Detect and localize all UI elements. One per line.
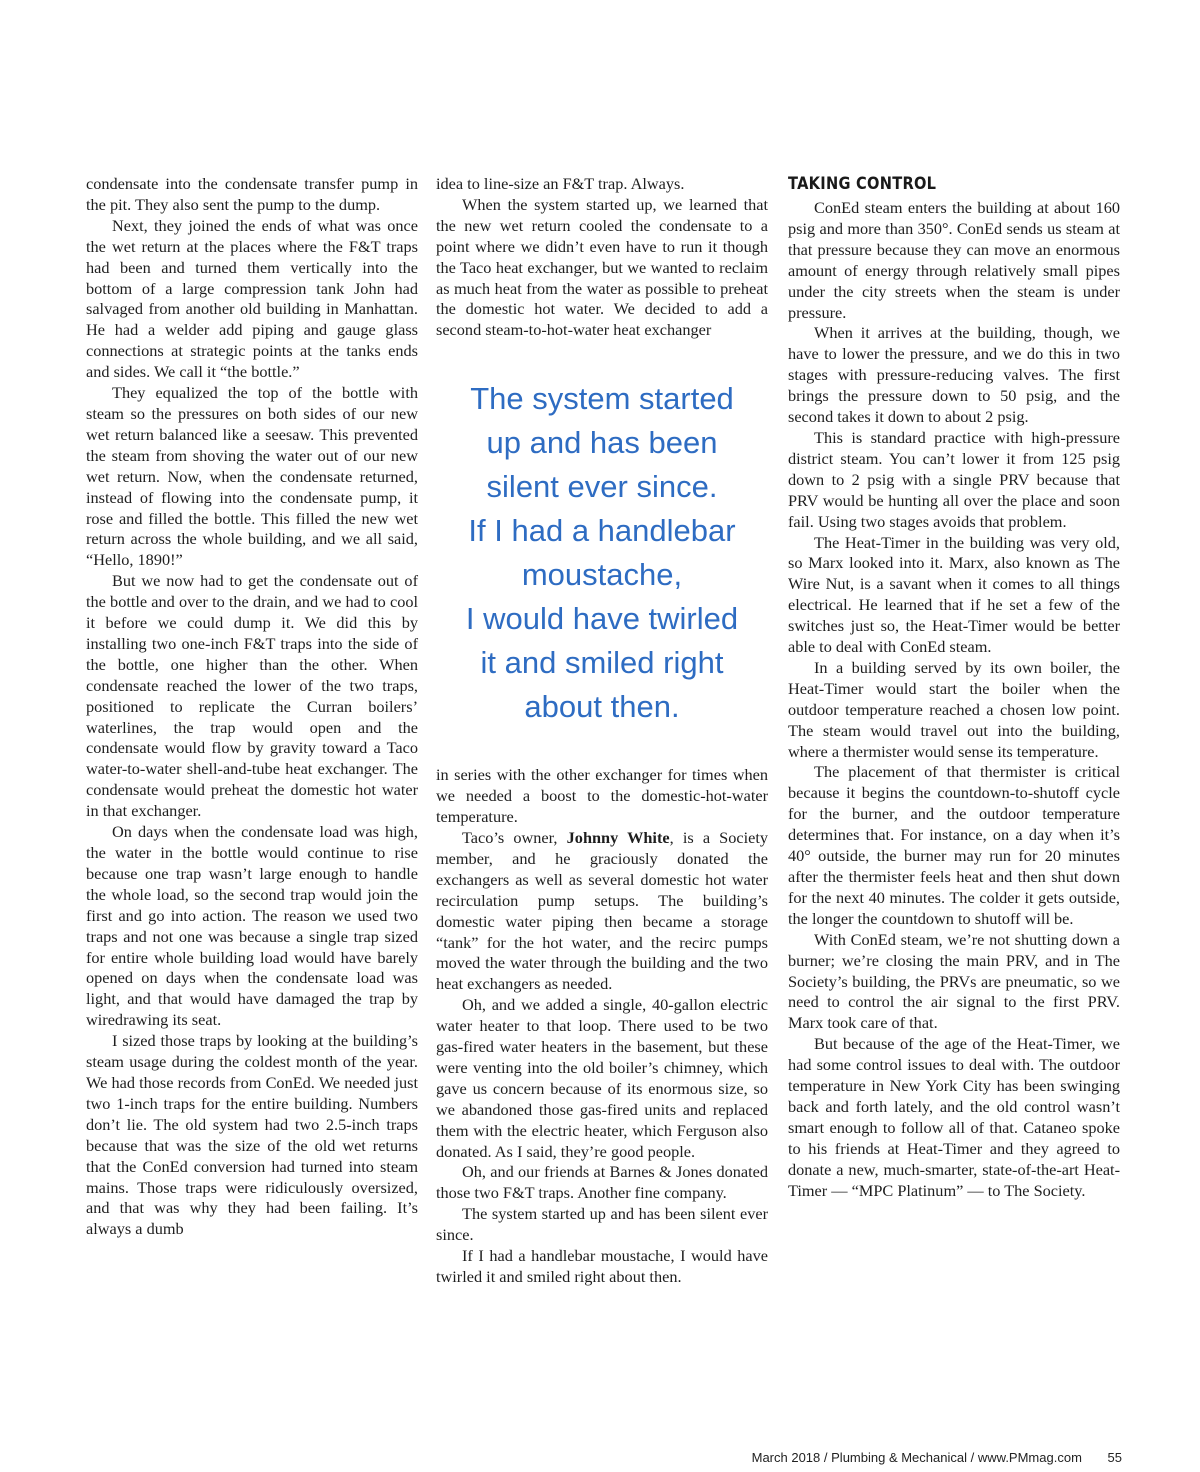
- paragraph-text: , is a Society member, and he graciously donated the exchangers as well as several domestic hot water recirculation pump setups. The building’s domestic water piping then became a storage “tank” for the hot water, and the recirc pumps moved the water through the building and the two heat exchangers as needed.: [436, 827, 769, 994]
- footer-separator: /: [823, 1450, 828, 1465]
- paragraph: When it arrives at the building, though, we have to lower the pressure, and we do this in two stages with pressure-reducing valves. The first brings the pressure down to 50 psig, and the second takes it down to about 2 psig.: [788, 323, 1120, 427]
- article-column-1: [86, 174, 418, 1240]
- paragraph: [436, 828, 768, 995]
- pull-quote: [428, 377, 776, 729]
- pull-quote-line: If I had a handlebar: [468, 513, 736, 549]
- paragraph: In a building served by its own boiler, the Heat-Timer would start the boiler when the outdoor temperature reached a chosen low point. The steam would travel out into the building, where a thermister would sense its temperature.: [788, 657, 1120, 761]
- pull-quote-line: The system started: [470, 381, 734, 417]
- paragraph: On days when the condensate load was high, the water in the bottle would continue to rise because one trap wasn’t large enough to handle the whole load, so the second trap would join the first and go into action. The reason we used two traps and not one was because a single trap sized for entire whole building load would have barely opened on days when the condensate load was light, and that would have damaged the trap by wiredrawing its seat.: [86, 822, 418, 1030]
- pull-quote-line: it and smiled right: [480, 645, 724, 681]
- paragraph: Oh, and our friends at Barnes & Jones donated those two F&T traps. Another fine company.: [436, 1162, 768, 1203]
- paragraph: If I had a handlebar moustache, I would have twirled it and smiled right about then.: [436, 1246, 768, 1286]
- paragraph: in series with the other exchanger for times when we needed a boost to the domestic-hot-water temperature.: [436, 765, 768, 827]
- paragraph: They equalized the top of the bottle with steam so the pressures on both sides of our new wet return balanced like a seesaw. This prevented the steam from shoving the water out of our new wet return. Now, when the condensate returned, instead of flowing into the condensate pump, it rose and filled the bottle. This filled the new wet return across the whole building, and we all said, “Hello, 1890!”: [86, 383, 418, 570]
- person-name: Johnny White: [566, 827, 670, 847]
- article-column-2: [436, 174, 768, 1288]
- magazine-name: Plumbing & Mechanical: [831, 1450, 967, 1465]
- paragraph: idea to line-size an F&T trap. Always.: [436, 174, 685, 193]
- pull-quote-line: up and has been: [486, 425, 718, 461]
- pull-quote-line: I would have twirled: [465, 601, 739, 637]
- paragraph: But because of the age of the Heat-Timer, we had some control issues to deal with. The outdoor temperature in New York City has been swinging back and forth lately, and the old control wasn’t smart enough to follow all of that. Cataneo spoke to his friends at Heat-Timer and they agreed to donate a new, much-smarter, state-of-the-art Heat-Timer — “MPC Platinum” — to The Society.: [788, 1034, 1120, 1200]
- section-heading: TAKING CONTROL: [788, 174, 937, 194]
- pull-quote-line: about then.: [524, 689, 680, 725]
- page-footer: [0, 1450, 1122, 1465]
- paragraph-text: Taco’s owner,: [462, 827, 567, 847]
- website-link[interactable]: www.PMmag.com: [977, 1450, 1082, 1465]
- paragraph: With ConEd steam, we’re not shutting down a burner; we’re closing the main PRV, and in The Society’s building, the PRVs are pneumatic, so we need to control the air signal to the first PRV. Marx took care of that.: [788, 929, 1120, 1033]
- pull-quote-line: silent ever since.: [486, 469, 718, 505]
- paragraph: The placement of that thermister is critical because it begins the countdown-to-shutoff cycle for the burner, and the outdoor temperature determines that. For instance, on a day when it’s 40° outside, the burner may run for 20 minutes after the thermister feels heat and then shut down for the next 40 minutes. The colder it gets outside, the longer the countdown to shutoff will be.: [788, 762, 1120, 928]
- paragraph: condensate into the condensate transfer pump in the pit. They also sent the pump to the dump.: [86, 174, 418, 214]
- paragraph: The system started up and has been silent ever since.: [436, 1204, 768, 1245]
- footer-separator: /: [970, 1450, 975, 1465]
- paragraph: When the system started up, we learned that the new wet return cooled the condensate to a point where we didn’t even have to run it though the Taco heat exchanger, but we wanted to reclaim as much heat from the water as possible to preheat the domestic hot water. We decided to add a second steam-to-hot-water heat exchanger: [436, 194, 768, 340]
- article-column-3: [788, 174, 1120, 1202]
- paragraph: I sized those traps by looking at the building’s steam usage during the coldest month of the year. We had those records from ConEd. We needed just two 1-inch traps for the entire building. Numbers don’t lie. The old system had two 2.5-inch traps because that was the size of the old wet returns that the ConEd conversion had turned into steam mains. Those traps were ridiculously oversized, and that was why they had been failing. It’s always a dumb: [86, 1031, 418, 1239]
- paragraph: The Heat-Timer in the building was very old, so Marx looked into it. Marx, also known as The Wire Nut, is a savant when it comes to all things electrical. He learned that if he set a few of the switches just so, the Heat-Timer would be better able to deal with ConEd steam.: [788, 532, 1120, 657]
- paragraph: But we now had to get the condensate out of the bottle and over to the drain, and we had to cool it before we could dump it. We did this by installing two one-inch F&T traps into the side of the bottle, one higher than the other. When condensate reached the lower of the two traps, positioned to replicate the Curran boilers’ waterlines, the trap would open and the condensate would flow by gravity toward a Taco water-to-water shell-and-tube heat exchanger. The condensate would preheat the domestic hot water in that exchanger.: [86, 571, 418, 821]
- paragraph: This is standard practice with high-pressure district steam. You can’t lower it from 125 psig down to 2 psig with a single PRV because that PRV would be hunting all over the place and soon fail. Using two stages avoids that problem.: [788, 427, 1120, 531]
- paragraph: Next, they joined the ends of what was once the wet return at the places where the F&T traps had been and turned them vertically into the bottom of a large compression tank John had salvaged from another old building in Manhattan. He had a welder add piping and gauge glass connections at strategic points at the tanks ends and sides. We call it “the bottle.”: [86, 215, 418, 382]
- paragraph: Oh, and we added a single, 40-gallon electric water heater to that loop. There used to be two gas-fired water heaters in the basement, but these were venting into the old boiler’s chimney, which gave us concern because of its enormous size, so we abandoned those gas-fired units and replaced them with the electric heater, which Ferguson also donated. As I said, they’re good people.: [436, 995, 768, 1161]
- issue-date: March 2018: [751, 1450, 821, 1465]
- paragraph: ConEd steam enters the building at about 160 psig and more than 350°. ConEd sends us steam at that pressure because they can move an enormous amount of energy through relatively small pipes under the city streets when the steam is under pressure.: [788, 198, 1120, 322]
- pull-quote-line: moustache,: [521, 557, 683, 593]
- page-number: 55: [1107, 1450, 1122, 1465]
